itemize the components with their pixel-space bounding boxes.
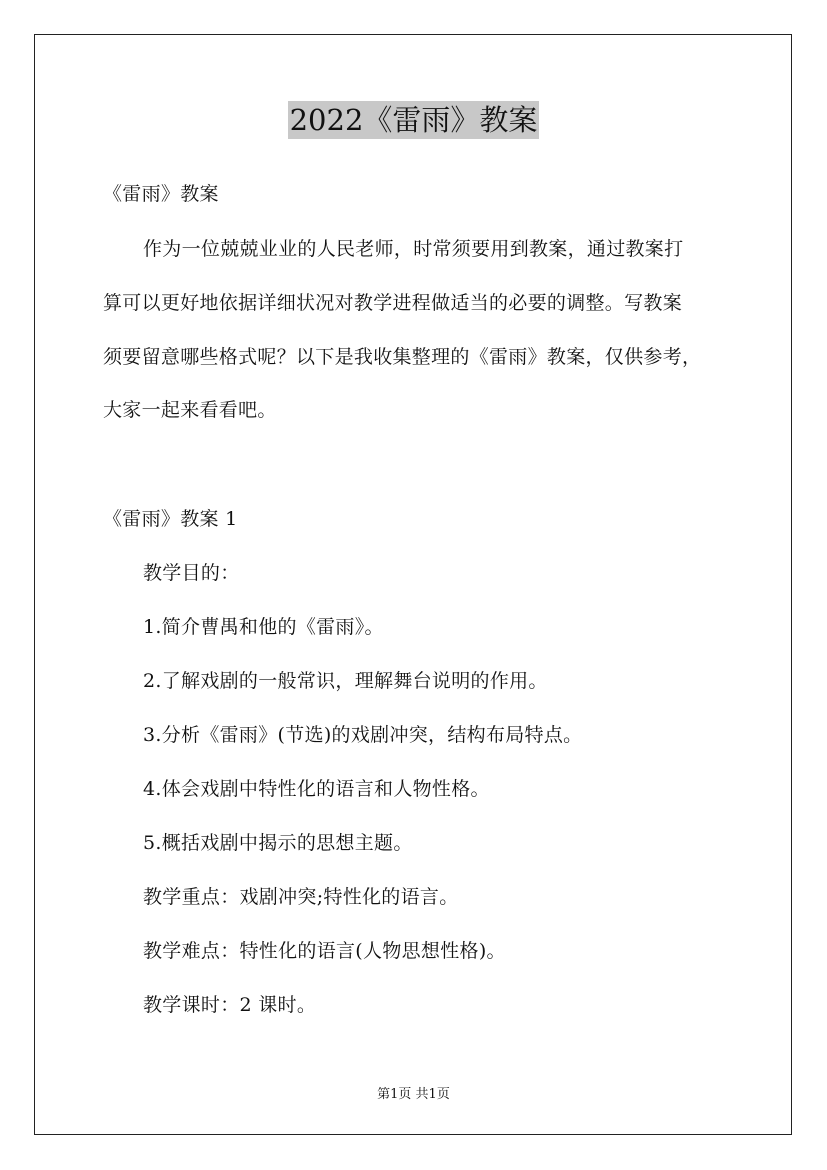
- section1-line: 教学难点：特性化的语言(人物思想性格)。: [143, 940, 506, 962]
- document-title-container: [0, 100, 827, 140]
- section1-line: 3.分析《雷雨》(节选)的戏剧冲突，结构布局特点。: [143, 724, 583, 746]
- section1-line: 2.了解戏剧的一般常识，理解舞台说明的作用。: [143, 670, 548, 692]
- intro-line: 作为一位兢兢业业的人民老师，时常须要用到教案，通过教案打: [143, 238, 684, 260]
- intro-line: 算可以更好地依据详细状况对教学进程做适当的必要的调整。写教案: [103, 292, 683, 314]
- document-title: 2022《雷雨》教案: [289, 103, 538, 137]
- section1-line: 教学目的：: [143, 562, 240, 584]
- intro-line: 须要留意哪些格式呢？以下是我收集整理的《雷雨》教案，仅供参考，: [103, 346, 702, 368]
- intro-line: 大家一起来看看吧。: [103, 399, 277, 421]
- section1-line: 1.简介曹禺和他的《雷雨》。: [143, 616, 384, 638]
- section1-heading: 《雷雨》教案 1: [103, 508, 238, 530]
- section1-line: 5.概括戏剧中揭示的思想主题。: [143, 832, 413, 854]
- page-number-footer: 第1页 共1页: [377, 1087, 450, 1102]
- section1-line: 教学课时：2 课时。: [143, 994, 317, 1016]
- intro-heading: 《雷雨》教案: [103, 183, 219, 205]
- section1-line: 教学重点：戏剧冲突;特性化的语言。: [143, 886, 459, 908]
- section1-line: 4.体会戏剧中特性化的语言和人物性格。: [143, 778, 490, 800]
